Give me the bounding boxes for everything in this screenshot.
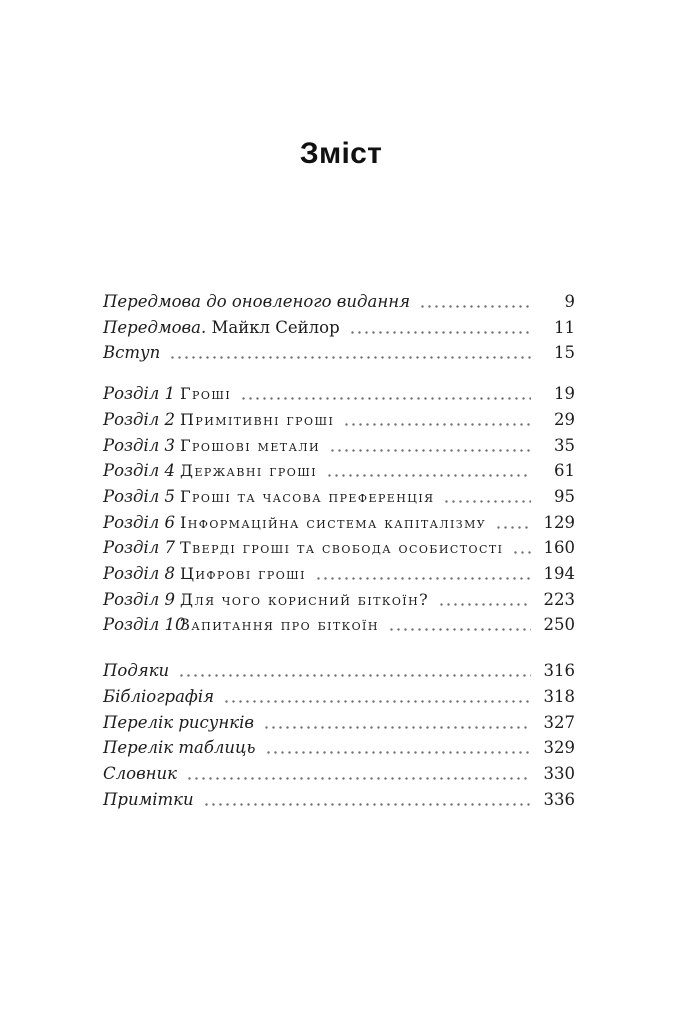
toc-entry — [103, 658, 575, 684]
toc-entry — [103, 315, 575, 341]
toc-chapter-entry — [103, 381, 575, 407]
entry-label — [103, 735, 256, 761]
entry-page-number: 327 — [543, 712, 575, 732]
toc-chapter-entry — [103, 561, 575, 587]
toc-chapter-entry — [103, 587, 575, 613]
entry-page-number: 19 — [554, 384, 575, 404]
toc-chapter-entry — [103, 484, 575, 510]
dot-leader — [223, 684, 531, 710]
toc-chapter-entry — [103, 510, 575, 536]
dot-leader — [329, 433, 531, 459]
entry-page-number: 29 — [554, 409, 575, 429]
entry-label — [103, 289, 410, 315]
entry-page-number: 223 — [543, 589, 575, 609]
chapter-title: Гроші та часова преференція — [180, 486, 435, 506]
chapter-title: Запитання про біткоїн — [180, 615, 379, 635]
entry-page-number: 35 — [554, 435, 575, 455]
entry-page-number: 330 — [543, 763, 575, 783]
chapter-title: Примітивні гроші — [180, 409, 335, 429]
dot-leader — [263, 710, 531, 736]
chapter-number-label: Розділ 9 — [103, 589, 176, 609]
chapter-list — [103, 381, 575, 638]
entry-page-number: 336 — [543, 789, 575, 809]
entry-page-number: 11 — [554, 317, 575, 337]
toc-chapter-entry — [103, 407, 575, 433]
front-matter-list — [103, 289, 575, 366]
entry-label-italic: Бібліографія — [103, 686, 215, 706]
chapter-number-label: Розділ 5 — [103, 486, 176, 506]
entry-label — [103, 684, 214, 710]
toc-entry — [103, 710, 575, 736]
entry-page-number: 194 — [543, 564, 575, 584]
chapter-title: Гроші — [180, 384, 232, 404]
entry-label-italic: Передмова. — [103, 317, 207, 337]
chapter-number-label: Розділ 7 — [103, 538, 176, 558]
entry-page-number: 160 — [543, 538, 575, 558]
toc-entry — [103, 735, 575, 761]
dot-leader — [388, 612, 531, 638]
entry-page-number: 318 — [543, 686, 575, 706]
dot-leader — [343, 407, 531, 433]
entry-label — [103, 710, 254, 736]
dot-leader — [512, 535, 531, 561]
chapter-number-label: Розділ 8 — [103, 564, 176, 584]
toc-chapter-entry — [103, 433, 575, 459]
entry-label-italic: Перелік таблиць — [103, 738, 256, 758]
toc-entry — [103, 340, 575, 366]
entry-page-number: 15 — [554, 343, 575, 363]
dot-leader — [203, 787, 531, 813]
entry-label-italic: Перелік рисунків — [103, 712, 254, 732]
dot-leader — [349, 315, 531, 341]
entry-label-italic: Словник — [103, 763, 178, 783]
entry-page-number: 9 — [564, 292, 575, 311]
entry-label-italic: Передмова до оновленого видання — [103, 292, 410, 311]
dot-leader — [265, 735, 531, 761]
toc-chapter-entry — [103, 458, 575, 484]
chapter-title: Тверді гроші та свобода особистості — [180, 538, 504, 558]
chapter-title: Грошові метали — [180, 435, 320, 455]
chapter-number-label: Розділ 6 — [103, 512, 176, 532]
dot-leader — [495, 510, 531, 536]
toc-entry — [103, 684, 575, 710]
toc-chapter-entry — [103, 612, 575, 638]
entry-label-italic: Примітки — [103, 789, 194, 809]
dot-leader — [186, 761, 531, 787]
entry-label — [103, 340, 160, 366]
chapter-title: Державні гроші — [180, 461, 317, 481]
toc-entry — [103, 787, 575, 813]
dot-leader — [315, 561, 531, 587]
chapter-number-label: Розділ 1 — [103, 384, 176, 404]
entry-label-italic: Вступ — [103, 343, 161, 363]
dot-leader — [419, 289, 531, 315]
chapter-number-label: Розділ 2 — [103, 409, 176, 429]
entry-page-number: 129 — [543, 512, 575, 532]
dot-leader — [443, 484, 531, 510]
page-title: Зміст — [299, 137, 383, 170]
entry-label — [103, 787, 194, 813]
toc-chapter-entry — [103, 535, 575, 561]
dot-leader — [326, 458, 531, 484]
toc-entry — [103, 761, 575, 787]
entry-label-regular: Майкл Сейлор — [206, 317, 340, 337]
chapter-title: Інформаційна система капіталізму — [180, 512, 487, 532]
dot-leader — [178, 658, 531, 684]
entry-label — [103, 761, 177, 787]
entry-page-number: 95 — [554, 486, 575, 506]
dot-leader — [438, 587, 531, 613]
table-of-contents — [103, 289, 575, 812]
entry-label — [103, 658, 169, 684]
chapter-number-label: Розділ 4 — [103, 461, 176, 481]
chapter-title: Цифрові гроші — [180, 564, 306, 584]
entry-page-number: 329 — [543, 738, 575, 758]
entry-label — [103, 315, 340, 341]
chapter-number-label: Розділ 3 — [103, 435, 176, 455]
dot-leader — [169, 340, 531, 366]
back-matter-list — [103, 658, 575, 812]
entry-label-italic: Подяки — [103, 661, 170, 681]
entry-page-number: 250 — [543, 615, 575, 635]
entry-page-number: 61 — [554, 461, 575, 481]
toc-entry — [103, 289, 575, 315]
chapter-number-label: Розділ 10 — [103, 615, 186, 635]
dot-leader — [240, 381, 531, 407]
chapter-title: Для чого корисний біткоїн? — [180, 589, 430, 609]
entry-page-number: 316 — [543, 661, 575, 681]
